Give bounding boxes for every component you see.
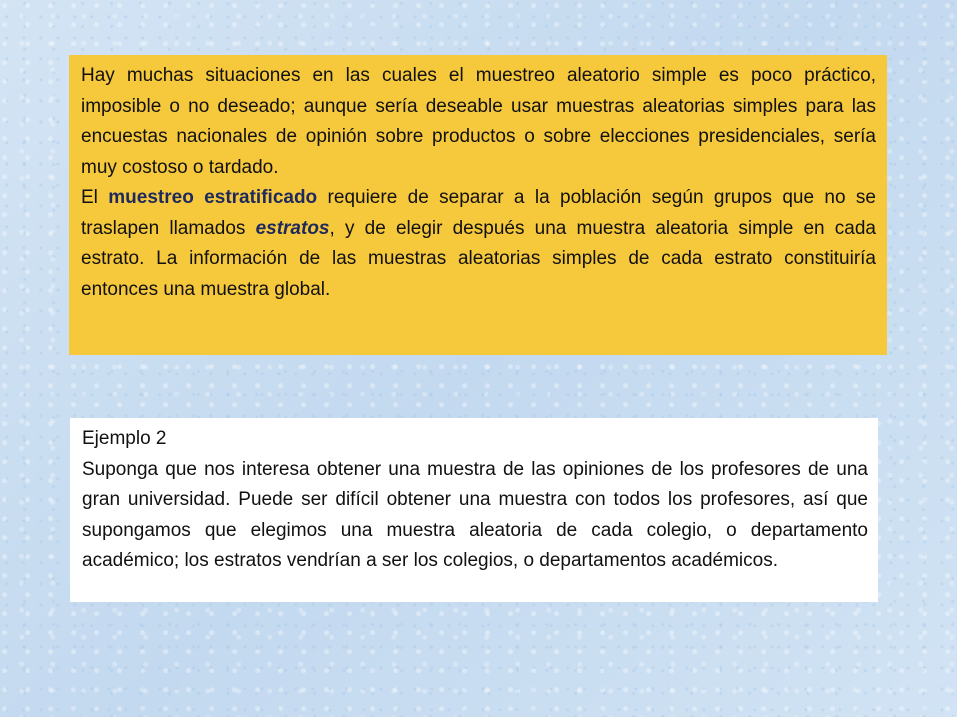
definition-text-part: , y de elegir después una muestra aleatoria simple en cada estrato. La información de las muestras aleatorias simples de cada estrato constituiría entonces una muestra global. — [81, 217, 876, 300]
example-text: Suponga que nos interesa obtener una muestra de las opiniones de los profesores de una gran universidad. Puede ser difícil obtener una muestra con todos los profesores, así que supongamos que elegimos una muestra aleatoria de cada colegio, o departamento académico; los estratos vendrían a ser los colegios, o departamentos académicos. — [82, 458, 868, 571]
stratified-definition-paragraph — [81, 183, 876, 305]
example-title: Ejemplo 2 — [82, 428, 167, 449]
term-estratos: estratos — [255, 217, 330, 239]
example-box — [70, 418, 878, 602]
term-muestreo-estratificado: muestreo estratificado — [108, 187, 318, 208]
intro-paragraph: Hay muchas situaciones en las cuales el muestreo aleatorio simple es poco práctico, imposible o no deseado; aunque sería deseable usar muestras aleatorias simples para las encuestas nacionales de opinión sobre productos o sobre elecciones presidenciales, sería muy costoso o tardado. — [81, 65, 876, 178]
definition-box — [69, 55, 887, 355]
definition-text-part: El — [81, 187, 109, 208]
definition-text-part: requiere de separar a la población según grupos que no se traslapen llamados — [81, 187, 876, 239]
